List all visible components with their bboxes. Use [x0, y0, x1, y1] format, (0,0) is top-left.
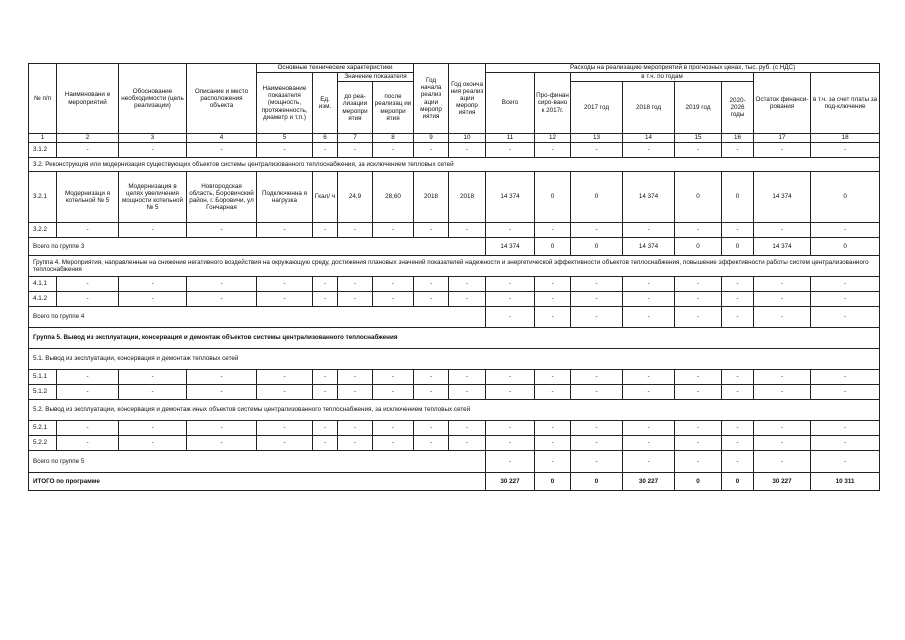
dash-cell: -	[811, 436, 880, 451]
dash-cell: -	[313, 277, 338, 292]
column-numbers-row	[29, 134, 880, 143]
dash-cell: -	[722, 277, 754, 292]
dash-cell: -	[535, 277, 571, 292]
hdr-name: Наименовани е мероприятий	[57, 64, 119, 134]
cost-fee: 0	[811, 238, 880, 256]
dash-cell: -	[754, 370, 811, 385]
cost-2019: 0	[675, 238, 722, 256]
cost-2020: 0	[722, 473, 754, 491]
hdr-before: до реа-лизации меропри ятия	[338, 82, 373, 134]
group-total-label: Всего по группе 5	[29, 451, 486, 473]
table-row	[29, 385, 880, 400]
section-title: 3.2. Реконструкция или модернизация существующих объектов системы централизованного теплоснабжения, за исключением тепловых сетей	[29, 158, 880, 172]
row-number: 4.1.2	[29, 292, 57, 307]
hdr-funded: Про-финан сиро-вано к 2017г.	[535, 73, 571, 134]
cost-2018: 30 227	[623, 473, 675, 491]
dash-cell: -	[119, 277, 187, 292]
col-num: 15	[675, 134, 722, 143]
dash-cell: -	[675, 307, 722, 328]
dash-cell: -	[373, 277, 414, 292]
dash-cell: -	[414, 436, 449, 451]
dash-cell: -	[535, 143, 571, 158]
indicator-name: Подключенна я нагрузка	[257, 172, 313, 223]
dash-cell: -	[373, 223, 414, 238]
col-num: 1	[29, 134, 57, 143]
section-title: 5.2. Вывод из эксплуатации, консервация и демонтаж иных объектов системы централизованного теплоснабжения, за исключением тепловых сетей	[29, 400, 880, 421]
col-num: 17	[754, 134, 811, 143]
hdr-2019: 2019 год	[675, 82, 722, 134]
dash-cell: -	[449, 292, 486, 307]
cost-total: 14 374	[486, 238, 535, 256]
dash-cell: -	[187, 436, 257, 451]
dash-cell: -	[449, 223, 486, 238]
hdr-remaining: Остаток финанси-рования	[754, 73, 811, 134]
hdr-tech: Основные технические характеристики	[257, 64, 414, 73]
dash-cell: -	[119, 385, 187, 400]
dash-cell: -	[811, 277, 880, 292]
table-row	[29, 370, 880, 385]
group-title-row	[29, 256, 880, 277]
value-before: 24,9	[338, 172, 373, 223]
dash-cell: -	[187, 292, 257, 307]
cost-funded: 0	[535, 172, 571, 223]
dash-cell: -	[119, 143, 187, 158]
cost-2019: 0	[675, 172, 722, 223]
group-total-row	[29, 307, 880, 328]
dash-cell: -	[338, 292, 373, 307]
dash-cell: -	[722, 451, 754, 473]
hdr-num: № п/п	[29, 64, 57, 134]
dash-cell: -	[414, 421, 449, 436]
dash-cell: -	[414, 292, 449, 307]
dash-cell: -	[571, 385, 623, 400]
dash-cell: -	[675, 436, 722, 451]
dash-cell: -	[722, 370, 754, 385]
dash-cell: -	[187, 370, 257, 385]
cost-funded: 0	[535, 473, 571, 491]
dash-cell: -	[313, 436, 338, 451]
dash-cell: -	[119, 370, 187, 385]
dash-cell: -	[623, 143, 675, 158]
dash-cell: -	[414, 277, 449, 292]
program-total-row	[29, 473, 880, 491]
dash-cell: -	[257, 277, 313, 292]
dash-cell: -	[187, 223, 257, 238]
dash-cell: -	[811, 292, 880, 307]
row-number: 5.2.2	[29, 436, 57, 451]
dash-cell: -	[811, 421, 880, 436]
dash-cell: -	[373, 370, 414, 385]
group-total-row	[29, 451, 880, 473]
dash-cell: -	[535, 385, 571, 400]
investment-program-table	[28, 63, 880, 491]
dash-cell: -	[338, 421, 373, 436]
row-number: 3.2.1	[29, 172, 57, 223]
dash-cell: -	[486, 451, 535, 473]
dash-cell: -	[338, 143, 373, 158]
cost-remaining: 14 374	[754, 172, 811, 223]
cost-2018: 14 374	[623, 172, 675, 223]
row-number: 5.2.1	[29, 421, 57, 436]
dash-cell: -	[623, 385, 675, 400]
dash-cell: -	[373, 385, 414, 400]
dash-cell: -	[675, 223, 722, 238]
dash-cell: -	[57, 292, 119, 307]
dash-cell: -	[675, 292, 722, 307]
col-num: 5	[257, 134, 313, 143]
cost-remaining: 30 227	[754, 473, 811, 491]
group-title: Группа 5. Вывод из эксплуатации, консервация и демонтаж объектов системы централизованного теплоснабжения	[29, 328, 880, 349]
dash-cell: -	[486, 223, 535, 238]
dash-cell: -	[57, 421, 119, 436]
dash-cell: -	[257, 436, 313, 451]
col-num: 10	[449, 134, 486, 143]
dash-cell: -	[754, 451, 811, 473]
dash-cell: -	[623, 370, 675, 385]
dash-cell: -	[313, 370, 338, 385]
dash-cell: -	[623, 421, 675, 436]
dash-cell: -	[449, 436, 486, 451]
dash-cell: -	[119, 436, 187, 451]
hdr-incl-fee: в т.ч. за счет платы за под-ключение	[811, 73, 880, 134]
group-total-label: Всего по группе 4	[29, 307, 486, 328]
group-title: Группа 4. Мероприятия, направленные на снижение негативного воздействия на окружающую среду, достижения плановых значений показателей надежности и энергетической эффективности объектов теплоснабжения, повышение эффективности работы систем централизованного теплоснабжения	[29, 256, 880, 277]
year-end: 2018	[449, 172, 486, 223]
dash-cell: -	[722, 223, 754, 238]
dash-cell: -	[535, 307, 571, 328]
dash-cell: -	[722, 143, 754, 158]
dash-cell: -	[811, 143, 880, 158]
dash-cell: -	[187, 385, 257, 400]
table-row	[29, 436, 880, 451]
dash-cell: -	[414, 143, 449, 158]
dash-cell: -	[722, 421, 754, 436]
col-num: 3	[119, 134, 187, 143]
dash-cell: -	[187, 277, 257, 292]
dash-cell: -	[754, 385, 811, 400]
dash-cell: -	[486, 277, 535, 292]
cost-2017: 0	[571, 238, 623, 256]
table-row	[29, 421, 880, 436]
dash-cell: -	[535, 370, 571, 385]
dash-cell: -	[623, 307, 675, 328]
row-number: 4.1.1	[29, 277, 57, 292]
measure-reason: Модернизация в целях увеличения мощности котельной № 5	[119, 172, 187, 223]
dash-cell: -	[811, 385, 880, 400]
cost-2020: 0	[722, 172, 754, 223]
group-total-row	[29, 238, 880, 256]
section-title: 5.1. Вывод из эксплуатации, консервация и демонтаж тепловых сетей	[29, 349, 880, 370]
dash-cell: -	[623, 292, 675, 307]
dash-cell: -	[754, 307, 811, 328]
dash-cell: -	[623, 277, 675, 292]
dash-cell: -	[373, 421, 414, 436]
table-row	[29, 172, 880, 223]
dash-cell: -	[338, 436, 373, 451]
dash-cell: -	[373, 292, 414, 307]
cost-total: 14 374	[486, 172, 535, 223]
hdr-2020: 2020-2026 годы	[722, 82, 754, 134]
dash-cell: -	[414, 223, 449, 238]
cost-2020: 0	[722, 238, 754, 256]
dash-cell: -	[571, 370, 623, 385]
year-start: 2018	[414, 172, 449, 223]
cost-2018: 14 374	[623, 238, 675, 256]
dash-cell: -	[486, 385, 535, 400]
cost-2017: 0	[571, 473, 623, 491]
dash-cell: -	[57, 277, 119, 292]
dash-cell: -	[57, 436, 119, 451]
section-row	[29, 158, 880, 172]
dash-cell: -	[722, 436, 754, 451]
dash-cell: -	[373, 436, 414, 451]
dash-cell: -	[57, 143, 119, 158]
dash-cell: -	[257, 370, 313, 385]
col-num: 4	[187, 134, 257, 143]
cost-2019: 0	[675, 473, 722, 491]
measure-name: Модернизаци я котельной № 5	[57, 172, 119, 223]
hdr-total: Всего	[486, 73, 535, 134]
table-row	[29, 277, 880, 292]
dash-cell: -	[57, 370, 119, 385]
dash-cell: -	[414, 370, 449, 385]
cost-fee: 0	[811, 172, 880, 223]
table-row	[29, 292, 880, 307]
hdr-unit: Ед. изм.	[313, 73, 338, 134]
measure-location: Новгородская область, Боровичский район, г. Боровичи, ул Гончарная	[187, 172, 257, 223]
dash-cell: -	[571, 223, 623, 238]
dash-cell: -	[675, 277, 722, 292]
dash-cell: -	[754, 292, 811, 307]
dash-cell: -	[119, 292, 187, 307]
hdr-year-end: Год оконча ния реализ ации меропр иятия	[449, 64, 486, 134]
dash-cell: -	[754, 143, 811, 158]
row-number: 3.1.2	[29, 143, 57, 158]
dash-cell: -	[257, 143, 313, 158]
dash-cell: -	[257, 292, 313, 307]
col-num: 18	[811, 134, 880, 143]
dash-cell: -	[257, 223, 313, 238]
col-num: 8	[373, 134, 414, 143]
dash-cell: -	[811, 451, 880, 473]
dash-cell: -	[338, 370, 373, 385]
dash-cell: -	[571, 421, 623, 436]
hdr-location: Описание и место расположения объекта	[187, 64, 257, 134]
dash-cell: -	[571, 277, 623, 292]
table-row	[29, 143, 880, 158]
group-title-row	[29, 328, 880, 349]
dash-cell: -	[313, 292, 338, 307]
dash-cell: -	[313, 385, 338, 400]
dash-cell: -	[338, 385, 373, 400]
dash-cell: -	[675, 421, 722, 436]
dash-cell: -	[535, 223, 571, 238]
dash-cell: -	[414, 385, 449, 400]
table-row	[29, 223, 880, 238]
dash-cell: -	[119, 421, 187, 436]
dash-cell: -	[449, 385, 486, 400]
col-num: 14	[623, 134, 675, 143]
col-num: 6	[313, 134, 338, 143]
dash-cell: -	[571, 307, 623, 328]
cost-total: 30 227	[486, 473, 535, 491]
cost-funded: 0	[535, 238, 571, 256]
row-number: 3.2.2	[29, 223, 57, 238]
program-total-label: ИТОГО по программе	[29, 473, 486, 491]
dash-cell: -	[257, 385, 313, 400]
dash-cell: -	[313, 143, 338, 158]
hdr-indicator-value: Значение показателя	[338, 73, 414, 82]
group-total-label: Всего по группе 3	[29, 238, 486, 256]
dash-cell: -	[754, 421, 811, 436]
dash-cell: -	[486, 436, 535, 451]
dash-cell: -	[535, 421, 571, 436]
dash-cell: -	[57, 385, 119, 400]
dash-cell: -	[571, 436, 623, 451]
section-row	[29, 349, 880, 370]
dash-cell: -	[187, 143, 257, 158]
hdr-2018: 2018 год	[623, 82, 675, 134]
hdr-indicator-name: Наименование показателя (мощность, протяженность, диаметр и т.п.)	[257, 73, 313, 134]
dash-cell: -	[722, 292, 754, 307]
section-row	[29, 400, 880, 421]
row-number: 5.1.2	[29, 385, 57, 400]
dash-cell: -	[449, 421, 486, 436]
row-number: 5.1.1	[29, 370, 57, 385]
hdr-by-years: в т.ч. по годам	[571, 73, 754, 82]
dash-cell: -	[535, 436, 571, 451]
col-num: 2	[57, 134, 119, 143]
dash-cell: -	[722, 385, 754, 400]
dash-cell: -	[811, 223, 880, 238]
dash-cell: -	[373, 143, 414, 158]
dash-cell: -	[623, 436, 675, 451]
dash-cell: -	[623, 223, 675, 238]
dash-cell: -	[811, 307, 880, 328]
col-num: 16	[722, 134, 754, 143]
dash-cell: -	[486, 292, 535, 307]
dash-cell: -	[571, 292, 623, 307]
dash-cell: -	[486, 370, 535, 385]
hdr-2017: 2017 год	[571, 82, 623, 134]
dash-cell: -	[571, 143, 623, 158]
hdr-after: после реализац ии меропри ятия	[373, 82, 414, 134]
dash-cell: -	[57, 223, 119, 238]
dash-cell: -	[535, 292, 571, 307]
dash-cell: -	[313, 223, 338, 238]
col-num: 9	[414, 134, 449, 143]
dash-cell: -	[811, 370, 880, 385]
dash-cell: -	[675, 385, 722, 400]
dash-cell: -	[338, 277, 373, 292]
dash-cell: -	[535, 451, 571, 473]
dash-cell: -	[449, 143, 486, 158]
dash-cell: -	[486, 143, 535, 158]
col-num: 12	[535, 134, 571, 143]
dash-cell: -	[187, 421, 257, 436]
cost-fee: 10 311	[811, 473, 880, 491]
col-num: 7	[338, 134, 373, 143]
dash-cell: -	[754, 277, 811, 292]
dash-cell: -	[449, 277, 486, 292]
dash-cell: -	[119, 223, 187, 238]
dash-cell: -	[449, 370, 486, 385]
cost-2017: 0	[571, 172, 623, 223]
hdr-reason: Обоснование необходимости (цель реализации)	[119, 64, 187, 134]
dash-cell: -	[754, 223, 811, 238]
cost-remaining: 14 374	[754, 238, 811, 256]
dash-cell: -	[675, 143, 722, 158]
dash-cell: -	[257, 421, 313, 436]
dash-cell: -	[675, 370, 722, 385]
dash-cell: -	[722, 307, 754, 328]
dash-cell: -	[338, 223, 373, 238]
col-num: 13	[571, 134, 623, 143]
value-after: 28,60	[373, 172, 414, 223]
dash-cell: -	[486, 307, 535, 328]
dash-cell: -	[486, 421, 535, 436]
dash-cell: -	[675, 451, 722, 473]
dash-cell: -	[754, 436, 811, 451]
col-num: 11	[486, 134, 535, 143]
dash-cell: -	[313, 421, 338, 436]
hdr-year-start: Год начала реализ ации меропр иятия	[414, 64, 449, 134]
dash-cell: -	[571, 451, 623, 473]
hdr-costs: Расходы на реализацию мероприятий в прогнозных ценах, тыс. руб. (с НДС)	[486, 64, 880, 73]
unit: Гкал/ ч	[313, 172, 338, 223]
dash-cell: -	[623, 451, 675, 473]
